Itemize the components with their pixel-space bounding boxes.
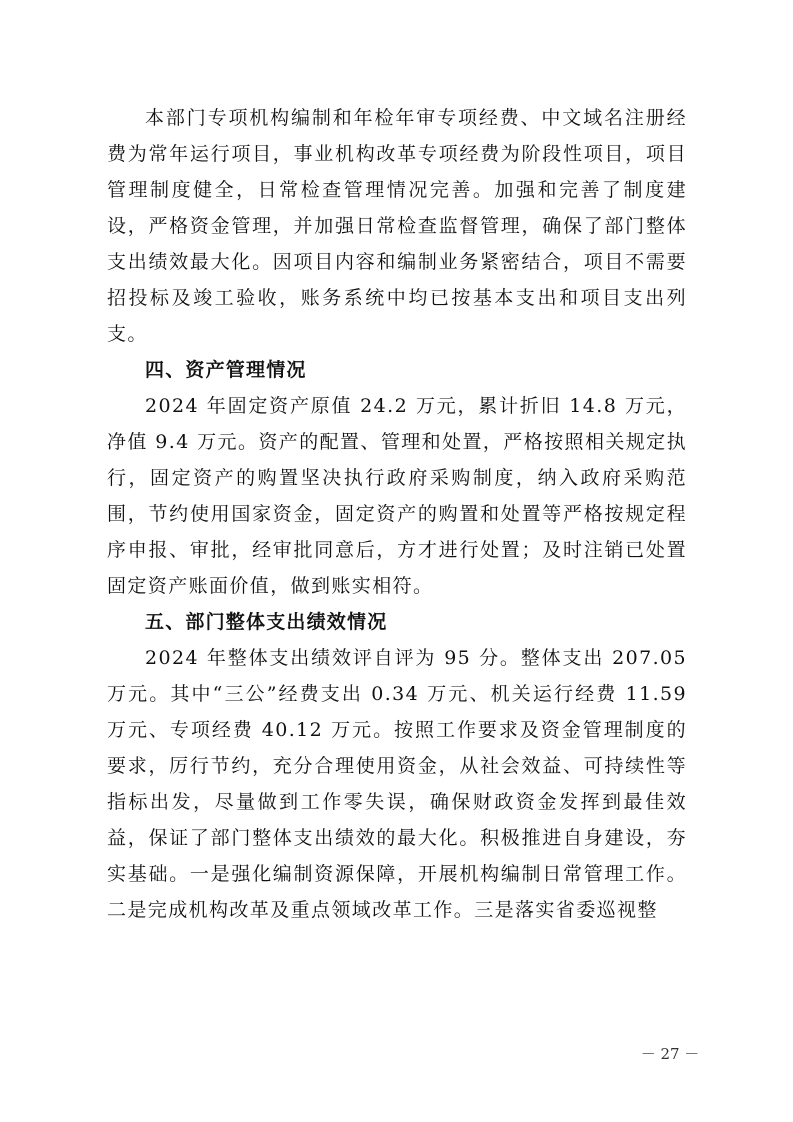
paragraph-overall-expenditure-performance: 2024 年整体支出绩效评自评为 95 分。整体支出 207.05 万元。其中“三公”经费支出 0.34 万元、机关运行经费 11.59 万元、专项经费 40.12 万元。按照工作要求及资金管理制度的要求，厉行节约，充分合理使用资金，从社会效益、可持续性等指标出发，尽量做到工作零失误，确保财政资金发挥到最佳效益，保证了部门整体支出绩效的最大化。积极推进自身建设，夯实基础。一是强化编制资源保障，开展机构编制日常管理工作。二是完成机构改革及重点领域改革工作。三是落实省委巡视整	[107, 647, 687, 921]
heading-overall-expenditure-performance: 五、部门整体支出绩效情况	[145, 611, 388, 633]
paragraph-asset-management: 2024 年固定资产原值 24.2 万元，累计折旧 14.8 万元，净值 9.4 万元。资产的配置、管理和处置，严格按照相关规定执行，固定资产的购置坚决执行政府采购制度，纳入政府采购范围，节约使用国家资金，固定资产的购置和处置等严格按规定程序申报、审批，经审批同意后，方才进行处置；及时注销已处置固定资产账面价值，做到账实相符。	[107, 395, 687, 597]
page-number: － 27 －	[640, 1045, 700, 1063]
paragraph-project-management: 本部门专项机构编制和年检年审专项经费、中文域名注册经费为常年运行项目，事业机构改革专项经费为阶段性项目，项目管理制度健全，日常检查管理情况完善。加强和完善了制度建设，严格资金管理，并加强日常检查监督管理，确保了部门整体支出绩效最大化。因项目内容和编制业务紧密结合，项目不需要招投标及竣工验收，账务系统中均已按基本支出和项目支出列支。	[107, 107, 687, 345]
heading-asset-management: 四、资产管理情况	[145, 359, 307, 381]
document-page	[107, 100, 687, 928]
